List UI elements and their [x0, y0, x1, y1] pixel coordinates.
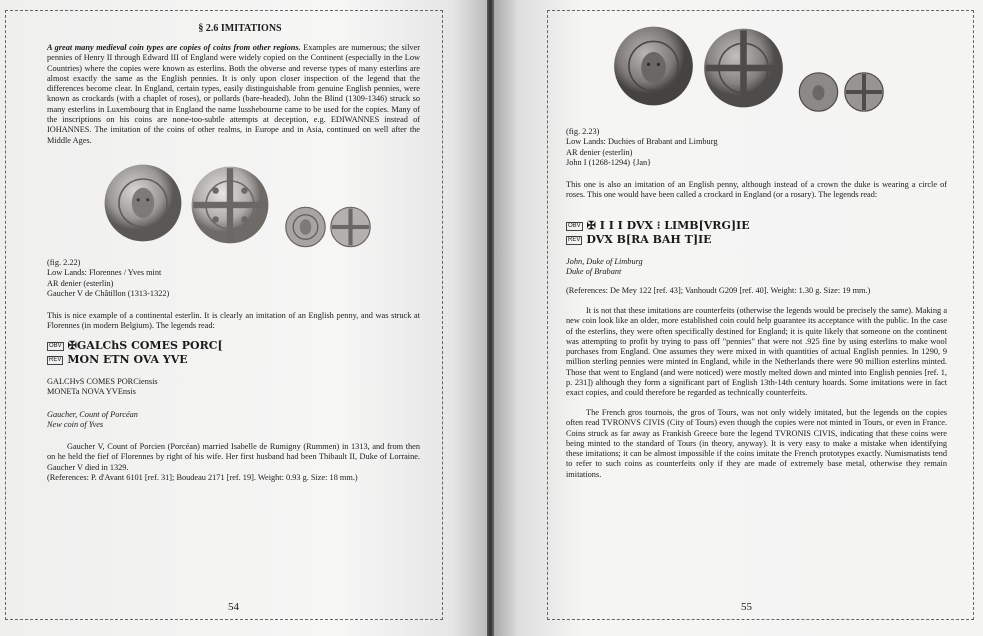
obv-tag: OBV	[568, 222, 581, 229]
fig-metal: AR denier (esterlin)	[47, 278, 114, 288]
page-number-right: 55	[741, 601, 752, 613]
book-gutter	[487, 0, 494, 636]
biography-paragraph: Gaucher V, Count of Porcien (Porcéan) married Isabelle de Rumigny (Rummen) in 1313, and from then on he held the fief of Florennes by right of his wife. Her first husband had been Thibault II, Duke of Lorraine. Gaucher V died in 1329.	[47, 442, 420, 472]
body-paragraph-1: It is not that these imitations are counterfeits (otherwise the legends would be precisely the same). Making a new coin look like an older, more established coin could help guarantee its acceptance with the public. In the case of the esterlins, they were often specifically destined for England; it is quite likely that someone on the continent was attempting to profit by trying to pass off "pennies" that were not .925 fine by using esterlins to make wool purchases from England. One assumes they were mixed in with quantities of actual English pennies. In 1290, 9 million sterling pennies were minted in England, while in the Netherlands there were 90 million esterlins minted. Those that went to England (and were noticed) were mostly melted down and minted into English pennies [ref. 1, p. 231]) although they form a significant part of English 13th-14th century hoards. Some imitations were in fact exact copies, and could therefore be regarded as technically counterfeits.	[566, 306, 947, 398]
legend-expansion	[47, 377, 347, 398]
rev-tag: REV	[49, 356, 62, 363]
fig-region: Low Lands: Florennes / Yves mint	[47, 268, 162, 278]
rev-tag: REV	[568, 236, 581, 243]
translation-reverse: Duke of Brabant	[566, 267, 622, 277]
intro-bold: A great many medieval coin types are copies of coins from other regions.	[47, 43, 301, 52]
description-paragraph: This one is also an imitation of an English penny, although instead of a crown the duke is wearing a circle of roses. This one would have been called a crockard in England (or a rosary). The legends read:	[566, 180, 947, 200]
intro-paragraph	[47, 43, 420, 146]
figure-caption-223	[566, 127, 906, 168]
expansion-reverse: MONETa NOVA YVEnsis	[47, 387, 136, 397]
coin-obverse-small	[798, 72, 839, 112]
fig-number: (fig. 2.22)	[47, 258, 81, 267]
coin-obverse-large	[103, 161, 183, 245]
expansion-obverse: GALCHvS COMES PORCiensis	[47, 377, 158, 386]
references-line: (References: De Mey 122 [ref. 43]; Vanhoudt G209 [ref. 40]. Weight: 1.30 g. Size: 19 mm.)	[566, 286, 871, 295]
rev-legend: DVX B[RA BAH T]IE	[586, 233, 712, 246]
fig-number: (fig. 2.23)	[566, 127, 600, 136]
fig-ruler: John I (1268-1294) {Jan}	[566, 157, 652, 167]
reverse-legend-row	[47, 353, 188, 366]
legend-translation	[47, 410, 347, 431]
coin-reverse-large	[702, 27, 785, 109]
figure-caption-222	[47, 258, 347, 299]
coin-reverse-small	[330, 206, 371, 248]
legend-translation	[566, 257, 866, 278]
right-page	[494, 0, 983, 636]
rev-legend: MON ETN OVA YVE	[67, 353, 188, 366]
fig-region: Low Lands: Duchies of Brabant and Limburg	[566, 137, 718, 147]
obv-legend: ✠GALChS COMES PORC[	[67, 339, 223, 352]
translation-obverse: Gaucher, Count of Porcéan	[47, 410, 138, 419]
translation-reverse: New coin of Yves	[47, 420, 104, 430]
page-number-left: 54	[228, 601, 239, 613]
fig-metal: AR denier (esterlin)	[566, 147, 633, 157]
coin-reverse-small	[843, 72, 885, 112]
coin-obverse-large	[612, 25, 695, 107]
translation-obverse: John, Duke of Limburg	[566, 257, 643, 266]
left-page	[0, 0, 487, 636]
obverse-legend-row	[47, 339, 223, 352]
obverse-legend-row	[566, 219, 750, 232]
intro-text: Examples are numerous; the silver pennies of Henry II through Edward III of England were widely copied on the Continent (especially in the Low Countries) where the copies were known as esterlins. Both the obverse and reverse types of many esterlins are almost exactly the same as the English pennies. It is only upon closer inspection of the legend that the differences become clear. In England, certain types, easily distinguishable from genuine English pennies, were known as crockards (with a chaplet of roses), or pollards (bare-headed). John the Blind (1309-1346) struck so many esterlins in Luxembourg that in England the name lusshebourne came to be used for the copies. Many of the inscriptions on his coins are none-too-subtle attempts at deception, e.g. EDIWANNES instead of IOHANNES. The imitation of the coins of other realms, in Europe and in Asia, continued on well after the Middle Ages.	[47, 43, 420, 145]
fig-ruler: Gaucher V de Châtillon (1313-1322)	[47, 288, 170, 298]
obv-tag: OBV	[49, 342, 62, 349]
reverse-legend-row	[566, 233, 712, 246]
section-title: § 2.6 IMITATIONS	[198, 23, 282, 34]
obv-legend: ✠ I I I DVX ⁝ LIMB[VRG]IE	[586, 219, 750, 232]
body-paragraph-2: The French gros tournois, the gros of Tours, was not only widely imitated, but the legends on the copies often read TVRONVS CIVIS (City of Tours) even though the copies were not minted in Tours, or even in France. Coins struck as far away as Frankish Greece bore the legend TVRONIS CIVIS, indicating that these coins were being minted to the standard of Tours (in theory, anyway). It is very easy to make a mistake when identifying these imitations; it can be almost impossible if the coins imitate the French prototypes exactly. Numismatists tend to refer to such coins as counterfeits only if they are made of extremely base metal, otherwise they remain imitations.	[566, 408, 947, 479]
coin-obverse-small	[285, 206, 326, 248]
description-paragraph: This is nice example of a continental esterlin. It is clearly an imitation of an English penny, and was struck at Florennes (in modern Belgium). The legends read:	[47, 311, 420, 331]
references-line: (References: P. d'Avant 6101 [ref. 31]; Boudeau 2171 [ref. 19]. Weight: 0.93 g. Size: 18 mm.)	[47, 473, 358, 482]
coin-reverse-large	[189, 165, 271, 245]
